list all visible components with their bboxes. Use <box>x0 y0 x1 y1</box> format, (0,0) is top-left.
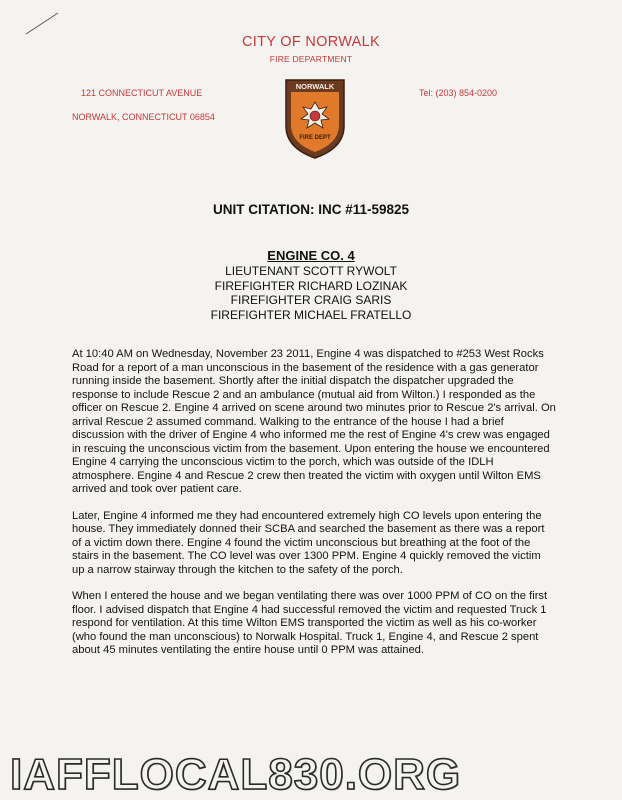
letterhead-address-line2: NORWALK, CONNECTICUT 06854 <box>72 112 215 122</box>
pen-mark-scribble <box>24 10 60 36</box>
letterhead-city: CITY OF NORWALK <box>242 34 380 50</box>
letterhead-address-line1: 121 CONNECTICUT AVENUE <box>81 88 203 98</box>
crew-member: FIREFIGHTER MICHAEL FRATELLO <box>210 307 412 322</box>
crew-list <box>0 264 622 322</box>
narrative-body <box>72 348 556 671</box>
citation-title: UNIT CITATION: INC #11-59825 <box>212 202 410 217</box>
unit-name: ENGINE CO. 4 <box>267 248 355 263</box>
letterhead-telephone: Tel: (203) 854-0200 <box>419 88 498 98</box>
narrative-paragraph-2: Later, Engine 4 informed me they had encountered extremely high CO levels upon entering the house. They immediately donned their SCBA and searched the basement as there was a report of a victim down there. Engine 4 found the victim unconscious but breathing at the foot of the stairs in the basement. The CO level was over 1300 PPM. Engine 4 quickly removed the victim up a narrow stairway through the kitchen to the safety of the porch. <box>72 509 545 576</box>
badge-top-text: NORWALK <box>295 82 335 91</box>
letterhead-department: FIRE DEPARTMENT <box>269 54 353 64</box>
fire-department-badge-icon <box>282 76 348 160</box>
crew-member: FIREFIGHTER RICHARD LOZINAK <box>214 278 408 293</box>
crew-member: FIREFIGHTER CRAIG SARIS <box>230 293 392 307</box>
badge-bottom-text: FIRE DEPT <box>299 135 331 141</box>
website-watermark: IAFFLOCAL830.ORG <box>10 750 462 799</box>
crew-member: LIEUTENANT SCOTT RYWOLT <box>225 264 397 278</box>
narrative-paragraph-1: At 10:40 AM on Wednesday, November 23 2011, Engine 4 was dispatched to #253 West Rocks Road for a report of a man unconscious in the basement of the residence with a gas generator running inside the basement. Shortly after the initial dispatch the dispatcher upgraded the response to include Rescue 2 and an ambulance (mutual aid from Wilton.) I responded as the officer on Rescue 2. Engine 4 arrived on scene around two minutes prior to Rescue 2's arrival. On arrival Rescue 2 assumed command. Walking to the entrance of the house I had a brief discussion with the driver of Engine 4 who informed me the rest of Engine 4's crew was engaged in rescuing the unconscious victim from the basement. Upon entering the house we encountered Engine 4 carrying the unconscious victim to the porch, which was outside of the IDLH atmosphere. Engine 4 and Rescue 2 crew then treated the victim with oxygen until Wilton EMS arrived and took over patient care. <box>72 348 556 495</box>
narrative-paragraph-3: When I entered the house and we began ventilating there was over 1000 PPM of CO on the first floor. I advised dispatch that Engine 4 had successful removed the victim and requested Truck 1 respond for ventilation. At this time Wilton EMS transported the victim as well as his co-worker (who found the man unconscious) to Norwalk Hospital. Truck 1, Engine 4, and Rescue 2 spent about 45 minutes ventilating the entire house until 0 PPM was attained. <box>72 590 548 656</box>
